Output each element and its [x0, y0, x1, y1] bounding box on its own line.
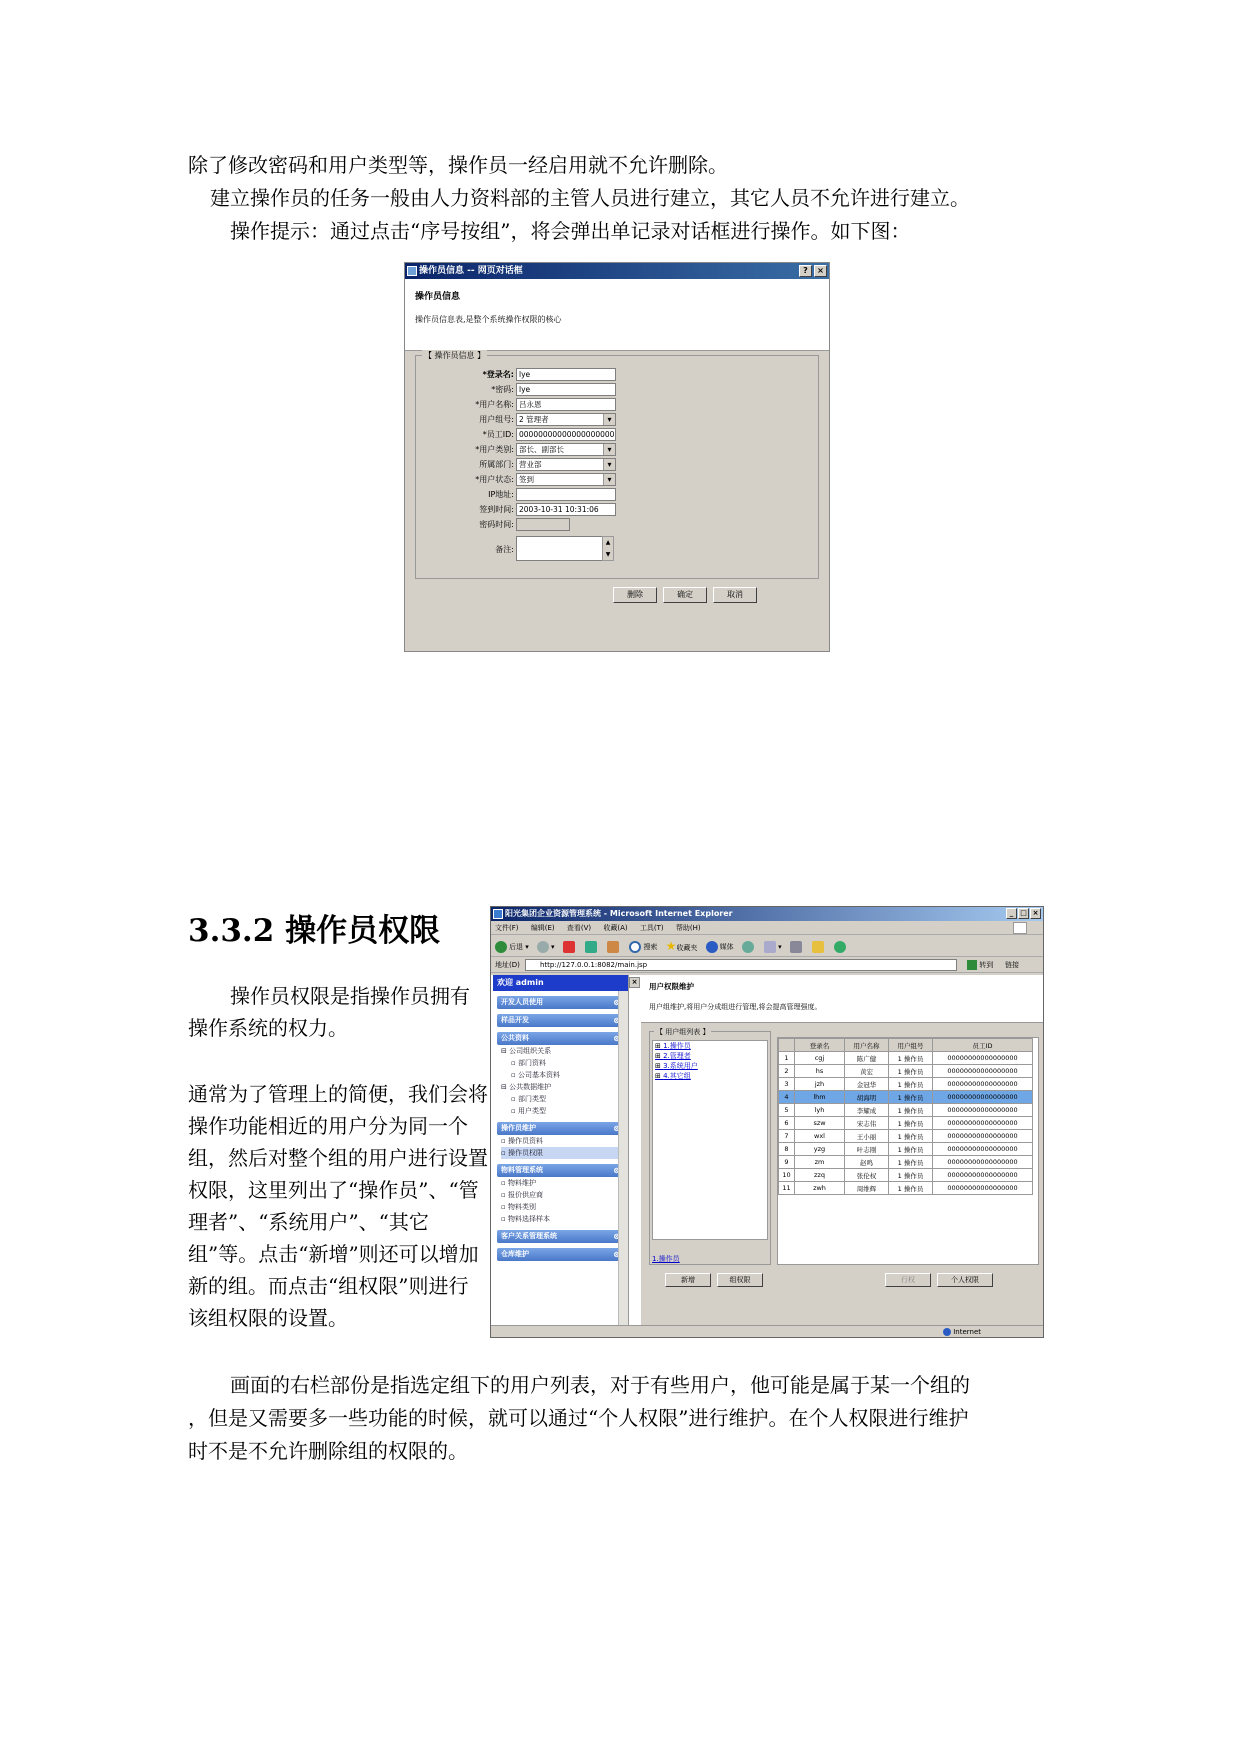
welcome-text: 欢迎 admin [497, 978, 544, 987]
table-cell: jzh [795, 1078, 845, 1091]
table-cell: 1 操作员 [889, 1117, 933, 1130]
table-row[interactable] [779, 1143, 1033, 1156]
status-select[interactable]: 签到 ▾ [516, 473, 616, 486]
nav-item-label: 操作员资料 [507, 1137, 543, 1145]
table-cell: wxl [795, 1130, 845, 1143]
pwdtime-label: 密码时间: [479, 520, 514, 529]
search-label: 搜索 [643, 943, 658, 951]
login-label: *登录名: [482, 370, 514, 379]
nav-item-operator-perm[interactable]: ▫ 操作员权限 [501, 1147, 624, 1159]
favorites-label: 收藏夹 [676, 944, 698, 952]
refresh-icon [585, 941, 597, 953]
table-cell: 00000000000000000 [933, 1065, 1033, 1078]
table-row[interactable] [779, 1078, 1033, 1091]
side-paragraph-1: 操作员权限是指操作员拥有操作系统的权力。 [188, 984, 470, 1040]
back-label: 后退 [509, 943, 523, 951]
row-login [416, 368, 820, 382]
nav-item-org[interactable]: ⊟ 公司组织关系 [501, 1047, 552, 1055]
dialog-header-desc: 操作员信息表,是整个系统操作权限的核心 [415, 315, 562, 324]
remark-scrollbar[interactable]: ▲ ▼ [602, 536, 614, 561]
table-cell: 00000000000000000 [933, 1091, 1033, 1104]
table-cell: 1 操作员 [889, 1143, 933, 1156]
type-select[interactable]: 部长、副部长 ▾ [516, 443, 616, 456]
nav-scrollbar[interactable] [618, 991, 628, 1327]
group-tree [652, 1040, 768, 1240]
table-cell: 10 [779, 1169, 795, 1182]
back-arrow-icon [495, 941, 507, 953]
nav-item-label: 公司组织关系 [509, 1047, 552, 1055]
status-zone-label: Internet [953, 1328, 982, 1336]
selected-group: 1.操作员 [652, 1255, 680, 1263]
ok-button[interactable]: 确定 [663, 587, 707, 603]
group-permission-button[interactable]: 组权限 [717, 1273, 763, 1287]
group-list-panel [649, 1028, 771, 1265]
table-row[interactable] [779, 1169, 1033, 1182]
status-zone [943, 1326, 981, 1338]
side-paragraph-2: 通常为了管理上的简便，我们会将操作功能相近的用户分为同一个组，然后对整个组的用户进行设置权限，这里列出了“操作员”、“管理者”、“系统用户”、“其它组”等。点击“新增”则还可以增加新的组。而点击“组权限”则进行该组权限的设置。 [188, 1082, 488, 1330]
ie-page-icon [407, 266, 417, 276]
row-empid [416, 428, 820, 442]
ip-input[interactable] [516, 488, 616, 501]
nav-item-label: 物料类别 [507, 1203, 536, 1211]
nav-item-dept-type[interactable]: ▫ 部门类型 [511, 1095, 546, 1103]
nav-item-label: 物料维护 [507, 1179, 536, 1187]
nav-section-material[interactable]: 物料管理系统 ⊗ [497, 1164, 624, 1177]
search-button[interactable] [629, 936, 657, 958]
print-icon [790, 941, 802, 953]
search-icon [629, 941, 641, 953]
home-button[interactable] [607, 936, 621, 958]
table-cell: cgj [795, 1052, 845, 1065]
paragraph-4: 画面的右栏部份是指选定组下的用户列表，对于有些用户，他可能是属于某一个组的 [230, 1373, 970, 1397]
col-header [779, 1039, 795, 1052]
welcome-bar [493, 975, 638, 991]
table-cell: 00000000000000000 [933, 1052, 1033, 1065]
menu-favorites[interactable]: 收藏(A) [603, 924, 628, 932]
row-username [416, 398, 820, 412]
help-button[interactable]: ? [799, 265, 812, 277]
nav-item-material-sample[interactable]: ▫ 物料选择样本 [501, 1215, 550, 1223]
row-type [416, 443, 820, 457]
table-row[interactable] [779, 1130, 1033, 1143]
history-icon [742, 941, 754, 953]
col-header: 用户名称 [845, 1039, 889, 1052]
signin-input[interactable]: 2003-10-31 10:31:06 [516, 503, 616, 516]
signin-label: 签到时间: [479, 505, 514, 514]
group-node[interactable]: ⊞ 1.操作员 [653, 1041, 767, 1051]
paragraph-3: 操作提示：通过点击“序号按组”，将会弹出单记录对话框进行操作。如下图： [230, 219, 911, 243]
table-cell: 李耀成 [845, 1104, 889, 1117]
stop-button[interactable] [563, 936, 577, 958]
table-cell: 3 [779, 1078, 795, 1091]
folder-button[interactable] [812, 936, 826, 958]
login-input[interactable]: lye [516, 368, 616, 381]
mail-icon [764, 941, 776, 953]
messenger-button[interactable] [834, 936, 848, 958]
table-cell: 黄宏 [845, 1065, 889, 1078]
table-cell: 00000000000000000 [933, 1117, 1033, 1130]
user-table [778, 1038, 1033, 1195]
dialog-titlebar [405, 263, 829, 279]
nav-section-public[interactable]: 公共资料 ⊗ [497, 1032, 624, 1045]
forward-arrow-icon [537, 941, 549, 953]
table-cell: 1 操作员 [889, 1091, 933, 1104]
ie-title: 阳光集团企业资源管理系统 - Microsoft Internet Explorer [505, 909, 733, 918]
table-row[interactable] [779, 1182, 1033, 1195]
table-cell: 1 操作员 [889, 1156, 933, 1169]
username-input[interactable]: 吕永恩 [516, 398, 616, 411]
nav-item-dept[interactable]: ▫ 部门资料 [511, 1059, 546, 1067]
table-row[interactable] [779, 1156, 1033, 1169]
username-label: *用户名称: [475, 400, 514, 409]
refresh-button[interactable] [585, 936, 599, 958]
group-select[interactable]: 2 管理者 ▾ [516, 413, 616, 426]
table-cell: zzq [795, 1169, 845, 1182]
run-button: 行权 [885, 1273, 931, 1287]
dialog-header-title: 操作员信息 [415, 292, 461, 302]
table-cell: 00000000000000000 [933, 1182, 1033, 1195]
links-button[interactable]: 链接 [1005, 961, 1019, 969]
table-header-row [779, 1039, 1033, 1052]
password-input[interactable]: lye [516, 383, 616, 396]
media-icon [706, 941, 718, 953]
table-row[interactable] [779, 1091, 1033, 1104]
nav-item-material-type[interactable]: ▫ 物料类别 [501, 1203, 536, 1211]
row-remark [416, 536, 820, 562]
table-cell: lhm [795, 1091, 845, 1104]
main-title: 用户权限维护 [649, 982, 694, 991]
ie-titlebar [491, 907, 1043, 921]
ie-icon [493, 909, 503, 919]
nav-item-label: 物料选择样本 [507, 1215, 550, 1223]
table-cell: 张伦权 [845, 1169, 889, 1182]
row-ip [416, 488, 820, 502]
row-signin [416, 503, 820, 517]
dept-select[interactable]: 营业部 ▾ [516, 458, 616, 471]
menu-tools[interactable]: 工具(T) [639, 924, 664, 932]
media-label: 媒体 [719, 943, 734, 951]
table-cell: 11 [779, 1182, 795, 1195]
close-button[interactable]: × [814, 265, 827, 277]
table-cell: 1 操作员 [889, 1169, 933, 1182]
cancel-button[interactable]: 取消 [713, 587, 757, 603]
ie-toolbar [491, 935, 1043, 957]
col-header: 用户组号 [889, 1039, 933, 1052]
nav-item-label: 用户类型 [517, 1107, 546, 1115]
ie-content [491, 975, 1044, 1327]
nav-section-dev[interactable]: 开发人员使用 ⊗ [497, 996, 624, 1009]
table-cell: 6 [779, 1117, 795, 1130]
table-row[interactable] [779, 1117, 1033, 1130]
add-group-button[interactable]: 新增 [665, 1273, 711, 1287]
table-cell: 00000000000000000 [933, 1078, 1033, 1091]
ip-label: IP地址: [488, 490, 514, 499]
nav-item-company[interactable]: ▫ 公司基本资料 [511, 1071, 560, 1079]
table-cell: 1 操作员 [889, 1052, 933, 1065]
table-cell: 00000000000000000 [933, 1156, 1033, 1169]
empid-input[interactable]: 00000000000000000000 [516, 428, 616, 441]
table-cell: 00000000000000000 [933, 1104, 1033, 1117]
table-cell: 1 操作员 [889, 1065, 933, 1078]
password-label: *密码: [491, 385, 514, 394]
mail-button[interactable]: ▾ [764, 936, 782, 958]
fieldset-legend: 【 操作员信息 】 [424, 351, 486, 360]
main-panel [641, 975, 1044, 1327]
table-cell: 4 [779, 1091, 795, 1104]
table-cell: 1 [779, 1052, 795, 1065]
folder-icon [812, 941, 824, 953]
table-cell: 周维辉 [845, 1182, 889, 1195]
nav-item-material[interactable]: ▫ 物料维护 [501, 1179, 536, 1187]
address-input[interactable]: http://127.0.0.1:8082/main.jsp [525, 959, 957, 971]
table-cell: 1 操作员 [889, 1130, 933, 1143]
row-dept [416, 458, 820, 472]
operator-info-dialog [404, 262, 830, 652]
row-group [416, 413, 820, 427]
type-label: *用户类别: [475, 445, 514, 454]
address-label: 地址(D) [495, 961, 520, 969]
group-node[interactable]: ⊞ 2.管理者 [653, 1051, 767, 1061]
table-cell: 赵鸣 [845, 1156, 889, 1169]
operator-fieldset [415, 351, 819, 579]
nav-item-label: 部门资料 [517, 1059, 546, 1067]
history-button[interactable] [742, 936, 756, 958]
star-icon: ★ [665, 939, 677, 953]
table-cell: 王小丽 [845, 1130, 889, 1143]
col-header: 登录名 [795, 1039, 845, 1052]
nav-item-label: 报价供应商 [507, 1191, 543, 1199]
menu-help[interactable]: 帮助(H) [675, 924, 701, 932]
nav-item-operator-info[interactable]: ▫ 操作员资料 [501, 1137, 543, 1145]
favorites-button[interactable] [666, 935, 698, 959]
group-label: 用户组号: [479, 415, 514, 424]
pwdtime-input [516, 518, 570, 531]
paragraph-5: ，但是又需要多一些功能的时候，就可以通过“个人权限”进行维护。在个人权限进行维护 [188, 1406, 969, 1430]
group-list-legend: 【 用户组列表 】 [656, 1028, 710, 1036]
table-cell: hs [795, 1065, 845, 1078]
status-label: *用户状态: [475, 475, 514, 484]
ie-window [490, 906, 1044, 1338]
table-cell: 00000000000000000 [933, 1143, 1033, 1156]
go-button[interactable] [967, 957, 993, 973]
nav-item-label: 部门类型 [517, 1095, 546, 1103]
paragraph-6: 时不是不允许删除组的权限的。 [188, 1439, 468, 1463]
table-row[interactable] [779, 1104, 1033, 1117]
table-cell: 宋志伟 [845, 1117, 889, 1130]
menu-view[interactable]: 查看(V) [566, 924, 592, 932]
nav-panel [493, 975, 638, 1327]
remark-textarea[interactable] [516, 536, 614, 561]
table-cell: 1 操作员 [889, 1104, 933, 1117]
paragraph-2: 建立操作员的任务一般由人力资料部的主管人员进行建立，其它人员不允许进行建立。 [210, 186, 970, 210]
status-bar [491, 1325, 1044, 1337]
table-row[interactable] [779, 1065, 1033, 1078]
dialog-title: 操作员信息 -- 网页对话框 [419, 266, 523, 276]
nav-item-public-data[interactable]: ⊟ 公共数据维护 [501, 1083, 552, 1091]
table-cell: 8 [779, 1143, 795, 1156]
print-button[interactable] [790, 936, 804, 958]
go-arrow-icon [967, 960, 977, 970]
table-cell: zm [795, 1156, 845, 1169]
nav-section-sample[interactable]: 样品开发 ⊗ [497, 1014, 624, 1027]
nav-item-label: 公共数据维护 [509, 1083, 552, 1091]
delete-button[interactable]: 删除 [613, 587, 657, 603]
forward-button[interactable]: ▾ [537, 936, 555, 958]
table-cell: 胡海明 [845, 1091, 889, 1104]
remark-label: 备注: [495, 545, 514, 554]
media-button[interactable] [706, 936, 734, 958]
nav-item-label: 公司基本资料 [517, 1071, 560, 1079]
row-password [416, 383, 820, 397]
nav-close-button[interactable]: × [629, 977, 640, 988]
dialog-header [405, 279, 829, 351]
main-header [641, 975, 1044, 1023]
group-node[interactable]: ⊞ 4.其它组 [653, 1071, 767, 1081]
table-cell: yzg [795, 1143, 845, 1156]
home-icon [607, 941, 619, 953]
table-cell: 00000000000000000 [933, 1169, 1033, 1182]
nav-item-label: 操作员权限 [507, 1149, 543, 1157]
table-row[interactable] [779, 1052, 1033, 1065]
dept-label: 所属部门: [479, 460, 514, 469]
table-cell: 2 [779, 1065, 795, 1078]
row-pwdtime [416, 518, 820, 532]
nav-item-user-type[interactable]: ▫ 用户类型 [511, 1107, 546, 1115]
user-list [777, 1037, 1039, 1265]
globe-icon [943, 1328, 951, 1336]
maximize-button[interactable]: □ [1018, 908, 1029, 919]
stop-icon [563, 941, 575, 953]
table-cell: 7 [779, 1130, 795, 1143]
table-cell: zwh [795, 1182, 845, 1195]
group-node[interactable]: ⊞ 3.系统用户 [653, 1061, 767, 1071]
table-cell: 陈广健 [845, 1052, 889, 1065]
nav-section-crm[interactable]: 客户关系管理系统 ⊗ [497, 1230, 624, 1243]
minimize-button[interactable]: _ [1006, 908, 1017, 919]
table-cell: szw [795, 1117, 845, 1130]
table-cell: 1 操作员 [889, 1078, 933, 1091]
empid-label: *员工ID: [482, 430, 514, 439]
row-status [416, 473, 820, 487]
table-cell: 金冠华 [845, 1078, 889, 1091]
main-desc: 用户组维护,将用户分成组进行管理,将会提高管理强度。 [649, 1003, 822, 1011]
back-button[interactable]: 后退 ▾ [495, 936, 529, 958]
windows-logo-icon [1013, 922, 1027, 934]
menu-edit[interactable]: 编辑(E) [530, 924, 555, 932]
nav-item-supplier[interactable]: ▫ 报价供应商 [501, 1191, 543, 1199]
table-cell: 00000000000000000 [933, 1130, 1033, 1143]
window-close-button[interactable]: × [1030, 908, 1041, 919]
menu-file[interactable]: 文件(F) [495, 924, 519, 932]
address-bar [491, 957, 1043, 973]
ie-menubar [491, 921, 1043, 935]
table-cell: 1 操作员 [889, 1182, 933, 1195]
messenger-icon [834, 941, 846, 953]
personal-permission-button[interactable]: 个人权限 [937, 1273, 993, 1287]
table-cell: 5 [779, 1104, 795, 1117]
nav-section-warehouse[interactable]: 仓库维护 ⊗ [497, 1248, 624, 1261]
table-cell: lyh [795, 1104, 845, 1117]
table-cell: 9 [779, 1156, 795, 1169]
nav-section-operator[interactable]: 操作员维护 ⊗ [497, 1122, 624, 1135]
section-title: 3.3.2 操作员权限 [188, 913, 441, 949]
paragraph-1: 除了修改密码和用户类型等，操作员一经启用就不允许删除。 [188, 153, 728, 177]
go-label: 转到 [979, 961, 994, 969]
table-cell: 叶志刚 [845, 1143, 889, 1156]
col-header: 员工ID [933, 1039, 1033, 1052]
